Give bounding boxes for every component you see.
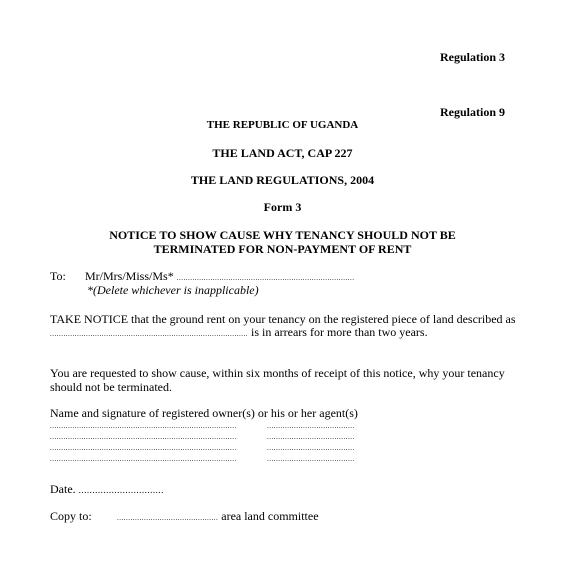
signature-left-dots-1: ................................................................................... [50,422,237,430]
signature-right-dots-1: ....................................... [267,422,355,430]
salutation-text: Mr/Mrs/Miss/Ms* [85,269,174,283]
signature-label: Name and signature of registered owner(s) or his or her agent(s) [50,406,358,420]
copy-to-suffix: area land committee [221,509,319,523]
land-description-dots: ........................................................................................ [50,330,248,338]
regulations-heading: THE LAND REGULATIONS, 2004 [190,173,375,187]
regulation-9-label: Regulation 9 [439,105,505,119]
republic-heading: THE REPUBLIC OF UGANDA [206,119,359,131]
salutation-dots: ............................................................................... [176,274,355,282]
form-number: Form 3 [263,200,302,214]
signature-right-dots-3: ....................................... [267,444,355,452]
act-heading: THE LAND ACT, CAP 227 [212,146,353,160]
request-line-2: should not be terminated. [50,380,172,394]
notice-title-line-1: NOTICE TO SHOW CAUSE WHY TENANCY SHOULD NOT BE [109,228,456,242]
copy-to-line [117,509,319,526]
to-label: To: [50,269,66,283]
copy-to-label: Copy to: [50,509,92,523]
date-dots: ............................... [78,485,164,495]
signature-left-dots-4: ................................................................................... [50,455,237,463]
notice-title-line-2: TERMINATED FOR NON-PAYMENT OF RENT [153,242,412,256]
signature-left-dots-2: ................................................................................... [50,433,237,441]
date-line [50,482,164,498]
signature-left-dots-3: ................................................................................... [50,444,237,452]
notice-line-1: TAKE NOTICE that the ground rent on your tenancy on the registered piece of land described as [50,312,516,326]
signature-right-dots-2: ....................................... [267,433,355,441]
notice-line-2-text: is in arrears for more than two years. [251,325,428,339]
signature-right-dots-4: ....................................... [267,455,355,463]
delete-note: *(Delete whichever is inapplicable) [87,283,259,297]
regulation-3-label: Regulation 3 [439,50,505,64]
request-line-1: You are requested to show cause, within six months of receipt of this notice, why your tenancy [50,366,505,380]
date-label: Date. [50,482,76,496]
copy-to-dots: ............................................. [117,514,219,522]
notice-line-2 [50,325,428,342]
